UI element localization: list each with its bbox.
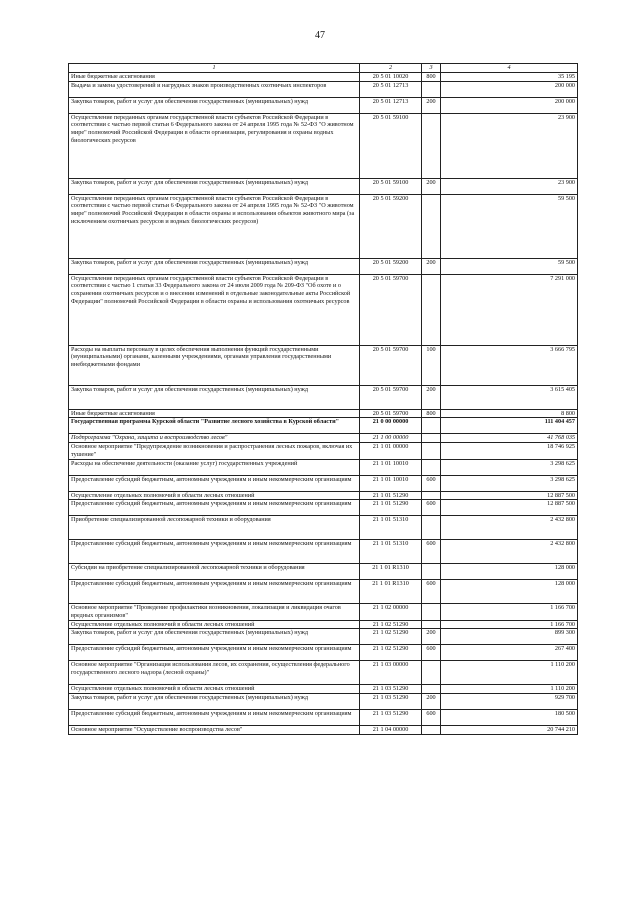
table-row: [69, 274, 578, 345]
row-type-cell: 200: [422, 178, 441, 194]
row-code-cell: 21 1 01 51310: [360, 540, 422, 564]
column-number-code: 2: [360, 64, 422, 73]
column-number-amount: 4: [441, 64, 578, 73]
row-amount-cell: 41 768 035: [441, 434, 578, 443]
row-type-cell: [422, 620, 441, 629]
row-amount-cell: 12 887 500: [441, 500, 578, 516]
row-type-cell: 600: [422, 500, 441, 516]
row-name-cell: Основное мероприятие "Проведение профилактики возникновения, локализация и ликвидация очагов вредных организмов": [69, 604, 360, 620]
table-row: [69, 81, 578, 97]
row-amount-cell: 267 400: [441, 645, 578, 661]
row-type-cell: [422, 604, 441, 620]
budget-table: [68, 63, 578, 735]
table-row: [69, 475, 578, 491]
row-type-cell: [422, 564, 441, 580]
row-name-cell: Государственная программа Курской области "Развитие лесного хозяйства в Курской области": [69, 418, 360, 434]
row-amount-cell: 929 700: [441, 694, 578, 710]
row-name-cell: Основное мероприятие "Предупреждение возникновения и распространения лесных пожаров, включая их тушение": [69, 443, 360, 459]
row-code-cell: 21 1 01 R1310: [360, 580, 422, 604]
table-row: [69, 500, 578, 516]
row-name-cell: Предоставление субсидий бюджетным, автономным учреждениям и иным некоммерческим организациям: [69, 710, 360, 726]
row-type-cell: [422, 685, 441, 694]
row-code-cell: 20 5 01 10020: [360, 73, 422, 82]
row-name-cell: Иные бюджетные ассигнования: [69, 409, 360, 418]
row-code-cell: 20 5 01 59200: [360, 258, 422, 274]
row-name-cell: Основное мероприятие "Осуществление воспроизводства лесов": [69, 726, 360, 735]
row-amount-cell: 23 900: [441, 178, 578, 194]
row-type-cell: 200: [422, 629, 441, 645]
row-amount-cell: 3 298 625: [441, 475, 578, 491]
row-type-cell: [422, 661, 441, 685]
row-code-cell: 21 1 01 10010: [360, 459, 422, 475]
row-amount-cell: 3 298 625: [441, 459, 578, 475]
table-row: [69, 97, 578, 113]
table-row: [69, 540, 578, 564]
row-type-cell: [422, 194, 441, 258]
table-row: [69, 645, 578, 661]
row-name-cell: Закупка товаров, работ и услуг для обеспечения государственных (муниципальных) нужд: [69, 629, 360, 645]
row-code-cell: 21 1 01 00000: [360, 443, 422, 459]
row-code-cell: 20 5 01 59700: [360, 345, 422, 385]
row-code-cell: 21 1 03 00000: [360, 661, 422, 685]
row-amount-cell: 180 500: [441, 710, 578, 726]
table-row: [69, 564, 578, 580]
row-type-cell: 200: [422, 258, 441, 274]
row-amount-cell: 128 000: [441, 564, 578, 580]
row-name-cell: Иные бюджетные ассигнования: [69, 73, 360, 82]
row-amount-cell: 2 432 800: [441, 540, 578, 564]
row-amount-cell: 3 666 795: [441, 345, 578, 385]
row-type-cell: 600: [422, 580, 441, 604]
table-body: [69, 73, 578, 735]
table-row: [69, 661, 578, 685]
table-row: [69, 726, 578, 735]
table-row: [69, 194, 578, 258]
row-type-cell: [422, 443, 441, 459]
row-code-cell: 21 1 03 51290: [360, 710, 422, 726]
table-row: [69, 580, 578, 604]
row-name-cell: Расходы на обеспечение деятельности (оказание услуг) государственных учреждений: [69, 459, 360, 475]
column-number-row: [69, 64, 578, 73]
table-row: [69, 73, 578, 82]
page-number: 47: [315, 30, 325, 41]
row-code-cell: 21 1 04 00000: [360, 726, 422, 735]
row-name-cell: Предоставление субсидий бюджетным, автономным учреждениям и иным некоммерческим организациям: [69, 580, 360, 604]
row-amount-cell: 8 800: [441, 409, 578, 418]
table-row: [69, 434, 578, 443]
table-row: [69, 694, 578, 710]
row-code-cell: 20 5 01 12713: [360, 81, 422, 97]
row-amount-cell: 111 404 457: [441, 418, 578, 434]
row-name-cell: Закупка товаров, работ и услуг для обеспечения государственных (муниципальных) нужд: [69, 694, 360, 710]
row-code-cell: 20 5 01 59700: [360, 385, 422, 409]
row-type-cell: 600: [422, 475, 441, 491]
row-type-cell: 800: [422, 409, 441, 418]
row-code-cell: 21 1 00 00000: [360, 434, 422, 443]
row-amount-cell: 2 432 800: [441, 516, 578, 540]
table-row: [69, 491, 578, 500]
row-type-cell: 200: [422, 97, 441, 113]
row-name-cell: Основное мероприятие "Организация использования лесов, их сохранения, осуществления федерального государственного лесного надзора (лесной охраны)": [69, 661, 360, 685]
row-amount-cell: 20 744 210: [441, 726, 578, 735]
row-code-cell: 20 5 01 59100: [360, 178, 422, 194]
row-name-cell: Закупка товаров, работ и услуг для обеспечения государственных (муниципальных) нужд: [69, 385, 360, 409]
row-type-cell: [422, 491, 441, 500]
row-type-cell: [422, 81, 441, 97]
row-code-cell: 21 1 02 00000: [360, 604, 422, 620]
table-row: [69, 620, 578, 629]
row-name-cell: Закупка товаров, работ и услуг для обеспечения государственных (муниципальных) нужд: [69, 178, 360, 194]
row-name-cell: Осуществление отдельных полномочий в области лесных отношений: [69, 491, 360, 500]
row-amount-cell: 7 291 000: [441, 274, 578, 345]
column-number-name: 1: [69, 64, 360, 73]
row-code-cell: 21 1 01 51290: [360, 491, 422, 500]
row-name-cell: Осуществление отдельных полномочий в области лесных отношений: [69, 620, 360, 629]
table-row: [69, 516, 578, 540]
row-type-cell: [422, 516, 441, 540]
row-name-cell: Предоставление субсидий бюджетным, автономным учреждениям и иным некоммерческим организациям: [69, 475, 360, 491]
table-row: [69, 418, 578, 434]
table-row: [69, 443, 578, 459]
row-type-cell: [422, 434, 441, 443]
table-row: [69, 178, 578, 194]
table-row: [69, 345, 578, 385]
table-row: [69, 258, 578, 274]
row-type-cell: 100: [422, 345, 441, 385]
column-number-type: 3: [422, 64, 441, 73]
table-row: [69, 385, 578, 409]
row-type-cell: 800: [422, 73, 441, 82]
table-row: [69, 629, 578, 645]
row-amount-cell: 1 166 700: [441, 604, 578, 620]
row-name-cell: Субсидии на приобретение специализированной лесопожарной техники и оборудования: [69, 564, 360, 580]
row-type-cell: 600: [422, 645, 441, 661]
row-name-cell: Осуществление переданных органам государственной власти субъектов Российской Федерации в соответствии с частью первой статьи 6 Федерального закона от 24 апреля 1995 года № 52-ФЗ "О животном мире" полномочий Российской Федерации в области охраны и использования объектов животного мира (за исключением охотничьих ресурсов и водных биологических ресурсов): [69, 194, 360, 258]
row-type-cell: [422, 459, 441, 475]
row-amount-cell: 200 000: [441, 81, 578, 97]
row-amount-cell: 3 615 405: [441, 385, 578, 409]
row-code-cell: 20 5 01 59700: [360, 409, 422, 418]
row-code-cell: 20 5 01 59200: [360, 194, 422, 258]
table-row: [69, 685, 578, 694]
row-amount-cell: 18 746 925: [441, 443, 578, 459]
row-type-cell: 600: [422, 710, 441, 726]
row-name-cell: Приобретение специализированной лесопожарной техники и оборудования: [69, 516, 360, 540]
row-amount-cell: 23 900: [441, 113, 578, 178]
row-amount-cell: 59 500: [441, 258, 578, 274]
row-amount-cell: 59 500: [441, 194, 578, 258]
row-code-cell: 21 1 02 51290: [360, 645, 422, 661]
row-amount-cell: 35 195: [441, 73, 578, 82]
row-amount-cell: 899 300: [441, 629, 578, 645]
table-row: [69, 409, 578, 418]
row-amount-cell: 12 887 500: [441, 491, 578, 500]
table-row: [69, 113, 578, 178]
row-amount-cell: 128 000: [441, 580, 578, 604]
row-name-cell: Расходы на выплаты персоналу в целях обеспечения выполнения функций государственными (муниципальными) органами, казенными учреждениями, органами управления государственными внебюджетными фондами: [69, 345, 360, 385]
table-row: [69, 459, 578, 475]
row-type-cell: 200: [422, 694, 441, 710]
row-code-cell: 21 1 02 51290: [360, 620, 422, 629]
row-amount-cell: 1 166 700: [441, 620, 578, 629]
row-code-cell: 21 0 00 00000: [360, 418, 422, 434]
row-name-cell: Предоставление субсидий бюджетным, автономным учреждениям и иным некоммерческим организациям: [69, 540, 360, 564]
row-code-cell: 21 1 01 R1310: [360, 564, 422, 580]
row-name-cell: Подпрограмма "Охрана, защита и воспроизводство лесов": [69, 434, 360, 443]
row-name-cell: Осуществление переданных органам государственной власти субъектов Российской Федерации в соответствии с частью первой статьи 6 Федерального закона от 24 апреля 1995 года № 52-ФЗ "О животном мире" полномочий Российской Федерации в области организации, регулирования и охраны водных биологических ресурсов: [69, 113, 360, 178]
row-code-cell: 21 1 03 51290: [360, 685, 422, 694]
row-code-cell: 20 5 01 59700: [360, 274, 422, 345]
row-name-cell: Предоставление субсидий бюджетным, автономным учреждениям и иным некоммерческим организациям: [69, 500, 360, 516]
row-type-cell: [422, 113, 441, 178]
row-type-cell: 600: [422, 540, 441, 564]
row-name-cell: Выдача и замена удостоверений и нагрудных знаков производственных охотничьих инспекторов: [69, 81, 360, 97]
row-amount-cell: 1 110 200: [441, 685, 578, 694]
row-name-cell: Закупка товаров, работ и услуг для обеспечения государственных (муниципальных) нужд: [69, 97, 360, 113]
row-amount-cell: 1 110 200: [441, 661, 578, 685]
row-name-cell: Осуществление отдельных полномочий в области лесных отношений: [69, 685, 360, 694]
table-row: [69, 604, 578, 620]
row-code-cell: 20 5 01 12713: [360, 97, 422, 113]
row-code-cell: 21 1 01 51290: [360, 500, 422, 516]
table-row: [69, 710, 578, 726]
row-type-cell: [422, 274, 441, 345]
row-type-cell: [422, 418, 441, 434]
row-code-cell: 21 1 01 10010: [360, 475, 422, 491]
row-code-cell: 21 1 02 51290: [360, 629, 422, 645]
row-code-cell: 21 1 03 51290: [360, 694, 422, 710]
row-name-cell: Предоставление субсидий бюджетным, автономным учреждениям и иным некоммерческим организациям: [69, 645, 360, 661]
row-type-cell: [422, 726, 441, 735]
row-amount-cell: 200 000: [441, 97, 578, 113]
row-name-cell: Осуществление переданных органам государственной власти субъектов Российской Федерации в соответствии с частью 1 статьи 33 Федерального закона от 24 июля 2009 года № 209-ФЗ "Об охоте и о сохранении охотничьих ресурсов и о внесении изменений в отдельные законодательные акты Российской Федерации" полномочий Российской Федерации в области охраны и использования охотничьих ресурсов: [69, 274, 360, 345]
row-code-cell: 21 1 01 51310: [360, 516, 422, 540]
row-type-cell: 200: [422, 385, 441, 409]
row-name-cell: Закупка товаров, работ и услуг для обеспечения государственных (муниципальных) нужд: [69, 258, 360, 274]
row-code-cell: 20 5 01 59100: [360, 113, 422, 178]
